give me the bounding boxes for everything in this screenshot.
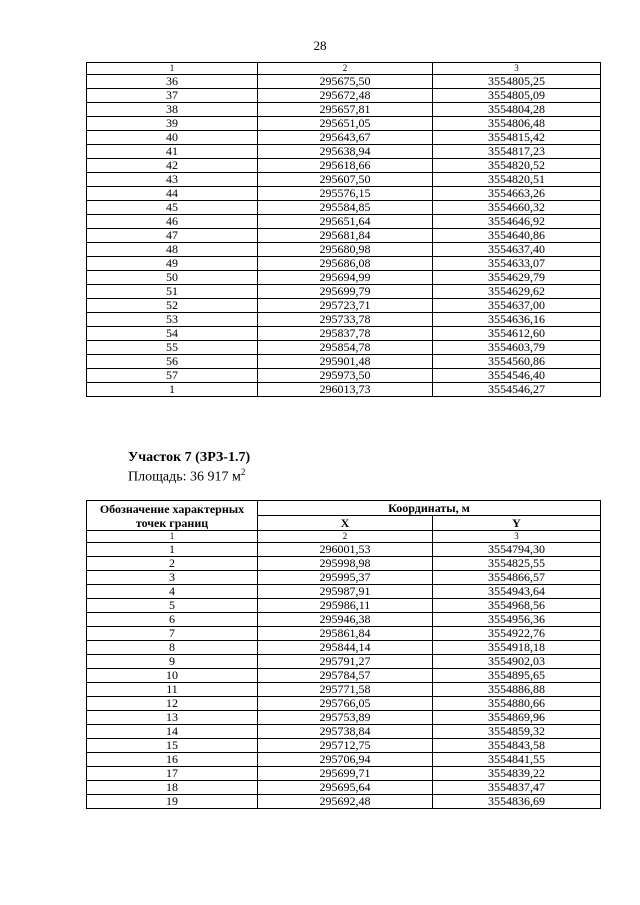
coord-x: 296013,73: [258, 383, 433, 397]
area-superscript: 2: [240, 467, 246, 477]
page-number: 28: [313, 38, 327, 53]
coord-y: 3554895,65: [433, 669, 601, 683]
coordinates-table-continued: [86, 62, 601, 397]
table-row: [87, 75, 601, 89]
table-row: [87, 585, 601, 599]
coord-y: 3554839,22: [433, 767, 601, 781]
point-number: 3: [87, 571, 258, 585]
coord-y: 3554836,69: [433, 795, 601, 809]
point-number: 9: [87, 655, 258, 669]
coord-x: 295998,98: [258, 557, 433, 571]
coord-y: 3554817,23: [433, 145, 601, 159]
coord-x: 295854,78: [258, 341, 433, 355]
point-number: 15: [87, 739, 258, 753]
table-row: [87, 131, 601, 145]
point-number: 6: [87, 613, 258, 627]
table-row: [87, 229, 601, 243]
coord-x: 295672,48: [258, 89, 433, 103]
point-number: 47: [87, 229, 258, 243]
table-row: [87, 103, 601, 117]
coord-x: 295733,78: [258, 313, 433, 327]
coord-y: 3554841,55: [433, 753, 601, 767]
column-number-1: 1: [87, 531, 258, 543]
coord-y: 3554886,88: [433, 683, 601, 697]
coord-y: 3554805,09: [433, 89, 601, 103]
coord-y: 3554866,57: [433, 571, 601, 585]
column-number-row: [87, 531, 601, 543]
point-number: 4: [87, 585, 258, 599]
point-number: 7: [87, 627, 258, 641]
coord-x: 295686,08: [258, 257, 433, 271]
coord-x: 295987,91: [258, 585, 433, 599]
point-number: 49: [87, 257, 258, 271]
point-number: 36: [87, 75, 258, 89]
table-row: [87, 215, 601, 229]
coord-y: 3554637,00: [433, 299, 601, 313]
coord-x: 295651,64: [258, 215, 433, 229]
coord-y: 3554560,86: [433, 355, 601, 369]
point-number: 1: [87, 383, 258, 397]
coord-x: 295699,71: [258, 767, 433, 781]
coord-y: 3554902,03: [433, 655, 601, 669]
coord-x: 295694,99: [258, 271, 433, 285]
section-title: Участок 7 (ЗРЗ-1.7): [128, 450, 251, 465]
coord-y: 3554804,28: [433, 103, 601, 117]
coord-x: 295695,64: [258, 781, 433, 795]
column-number-3: 3: [433, 531, 601, 543]
table-row: [87, 795, 601, 809]
coord-x: 295973,50: [258, 369, 433, 383]
point-number: 54: [87, 327, 258, 341]
table-row: [87, 89, 601, 103]
point-number: 43: [87, 173, 258, 187]
coord-y: 3554806,48: [433, 117, 601, 131]
coord-y: 3554956,36: [433, 613, 601, 627]
coordinates-table-section-7: [86, 500, 601, 809]
coord-x: 295861,84: [258, 627, 433, 641]
table-row: [87, 613, 601, 627]
coord-x: 295771,58: [258, 683, 433, 697]
column-number-2: 2: [258, 63, 433, 75]
coord-y: 3554837,47: [433, 781, 601, 795]
point-number: 39: [87, 117, 258, 131]
table-row: [87, 257, 601, 271]
table-row: [87, 739, 601, 753]
coord-x: 295675,50: [258, 75, 433, 89]
point-number: 51: [87, 285, 258, 299]
point-number: 2: [87, 557, 258, 571]
coord-x: 295638,94: [258, 145, 433, 159]
table-row: [87, 697, 601, 711]
table-row: [87, 299, 601, 313]
coord-x: 295986,11: [258, 599, 433, 613]
coord-x: 295607,50: [258, 173, 433, 187]
coord-x: 295706,94: [258, 753, 433, 767]
coord-x: 295699,79: [258, 285, 433, 299]
table-row: [87, 341, 601, 355]
coord-y: 3554612,60: [433, 327, 601, 341]
point-number: 5: [87, 599, 258, 613]
coord-y: 3554825,55: [433, 557, 601, 571]
section-area: [128, 467, 245, 486]
coord-y: 3554922,76: [433, 627, 601, 641]
coord-x: 295643,67: [258, 131, 433, 145]
coord-x: 295712,75: [258, 739, 433, 753]
point-number: 46: [87, 215, 258, 229]
coord-y: 3554794,30: [433, 543, 601, 557]
point-number: 42: [87, 159, 258, 173]
coord-x: 295576,15: [258, 187, 433, 201]
point-number: 17: [87, 767, 258, 781]
point-number: 41: [87, 145, 258, 159]
table-row: [87, 383, 601, 397]
coord-y: 3554546,40: [433, 369, 601, 383]
table-row: [87, 327, 601, 341]
coord-x: 295766,05: [258, 697, 433, 711]
coord-x: 296001,53: [258, 543, 433, 557]
point-number: 52: [87, 299, 258, 313]
table-row: [87, 313, 601, 327]
table-row: [87, 725, 601, 739]
table-row: [87, 243, 601, 257]
table-row: [87, 369, 601, 383]
coord-y: 3554843,58: [433, 739, 601, 753]
header-points: Обозначение характерных точек границ: [87, 501, 258, 531]
point-number: 18: [87, 781, 258, 795]
column-number-1: 1: [87, 63, 258, 75]
coord-y: 3554859,32: [433, 725, 601, 739]
coord-y: 3554629,62: [433, 285, 601, 299]
coord-y: 3554663,26: [433, 187, 601, 201]
table-row: [87, 571, 601, 585]
coord-x: 295618,66: [258, 159, 433, 173]
coord-y: 3554805,25: [433, 75, 601, 89]
table-row: [87, 767, 601, 781]
coord-x: 295651,05: [258, 117, 433, 131]
table-row: [87, 173, 601, 187]
table-row: [87, 711, 601, 725]
coord-y: 3554640,86: [433, 229, 601, 243]
table-row: [87, 557, 601, 571]
coord-x: 295657,81: [258, 103, 433, 117]
table-row: [87, 627, 601, 641]
coord-x: 295723,71: [258, 299, 433, 313]
point-number: 57: [87, 369, 258, 383]
column-number-3: 3: [433, 63, 601, 75]
point-number: 55: [87, 341, 258, 355]
coord-y: 3554603,79: [433, 341, 601, 355]
coord-y: 3554546,27: [433, 383, 601, 397]
coord-y: 3554968,56: [433, 599, 601, 613]
coord-y: 3554820,52: [433, 159, 601, 173]
table-row: [87, 201, 601, 215]
column-number-row: [87, 63, 601, 75]
coord-x: 295791,27: [258, 655, 433, 669]
area-text: Площадь: 36 917 м: [128, 469, 241, 485]
table-row: [87, 187, 601, 201]
coord-y: 3554646,92: [433, 215, 601, 229]
coord-x: 295901,48: [258, 355, 433, 369]
coord-x: 295738,84: [258, 725, 433, 739]
coord-x: 295844,14: [258, 641, 433, 655]
coord-x: 295680,98: [258, 243, 433, 257]
point-number: 14: [87, 725, 258, 739]
point-number: 38: [87, 103, 258, 117]
coord-x: 295946,38: [258, 613, 433, 627]
coord-x: 295753,89: [258, 711, 433, 725]
header-coordinates: Координаты, м: [258, 501, 601, 516]
point-number: 11: [87, 683, 258, 697]
table-row: [87, 655, 601, 669]
coord-y: 3554815,42: [433, 131, 601, 145]
coord-y: 3554633,07: [433, 257, 601, 271]
coord-x: 295692,48: [258, 795, 433, 809]
table-row: [87, 145, 601, 159]
coord-x: 295995,37: [258, 571, 433, 585]
coord-x: 295584,85: [258, 201, 433, 215]
header-y: Y: [433, 516, 601, 531]
coord-x: 295681,84: [258, 229, 433, 243]
coord-y: 3554869,96: [433, 711, 601, 725]
table-row: [87, 117, 601, 131]
table-row: [87, 271, 601, 285]
coord-y: 3554820,51: [433, 173, 601, 187]
table-row: [87, 669, 601, 683]
table-row: [87, 159, 601, 173]
coord-y: 3554636,16: [433, 313, 601, 327]
point-number: 45: [87, 201, 258, 215]
point-number: 16: [87, 753, 258, 767]
coord-y: 3554918,18: [433, 641, 601, 655]
point-number: 48: [87, 243, 258, 257]
table-row: [87, 355, 601, 369]
table-row: [87, 683, 601, 697]
table-row: [87, 641, 601, 655]
point-number: 13: [87, 711, 258, 725]
coord-x: 295837,78: [258, 327, 433, 341]
table-row: [87, 543, 601, 557]
coord-y: 3554943,64: [433, 585, 601, 599]
point-number: 50: [87, 271, 258, 285]
point-number: 1: [87, 543, 258, 557]
coord-y: 3554629,79: [433, 271, 601, 285]
table-row: [87, 781, 601, 795]
point-number: 8: [87, 641, 258, 655]
table-row: [87, 599, 601, 613]
point-number: 40: [87, 131, 258, 145]
header-x: X: [258, 516, 433, 531]
point-number: 56: [87, 355, 258, 369]
point-number: 10: [87, 669, 258, 683]
point-number: 53: [87, 313, 258, 327]
point-number: 12: [87, 697, 258, 711]
table-row: [87, 753, 601, 767]
point-number: 19: [87, 795, 258, 809]
table-row: [87, 285, 601, 299]
coord-y: 3554660,32: [433, 201, 601, 215]
coord-y: 3554637,40: [433, 243, 601, 257]
coord-x: 295784,57: [258, 669, 433, 683]
point-number: 37: [87, 89, 258, 103]
column-number-2: 2: [258, 531, 433, 543]
point-number: 44: [87, 187, 258, 201]
coord-y: 3554880,66: [433, 697, 601, 711]
